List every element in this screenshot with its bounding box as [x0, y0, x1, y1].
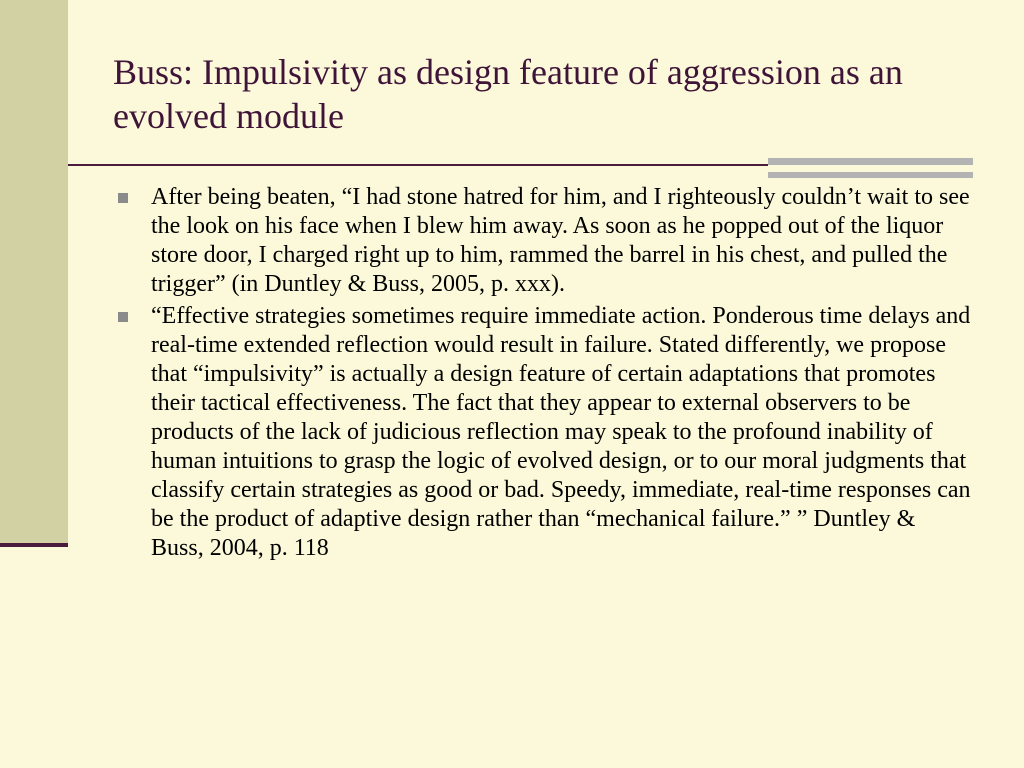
square-bullet-icon [118, 193, 128, 203]
gray-accent-bar-top [768, 158, 973, 165]
slide-title: Buss: Impulsivity as design feature of aggression as an evolved module [113, 52, 903, 136]
bullet-item [113, 183, 973, 299]
gray-accent-bar-bottom [768, 172, 973, 178]
square-bullet-icon [118, 312, 128, 322]
bullet-list [113, 183, 973, 566]
left-decorative-band [0, 0, 68, 545]
bullet-item [113, 302, 973, 563]
bullet-text: After being beaten, “I had stone hatred for him, and I righteously couldn’t wait to see the look on his face when I blew him away. As soon as he popped out of the liquor store door, I charged right up to him, rammed the barrel in his chest, and pulled the trigger” (in Duntley & Buss, 2005, p. xxx). [151, 184, 970, 297]
title-divider-rule [68, 164, 768, 166]
left-accent-rule [0, 543, 68, 547]
bullet-text: “Effective strategies sometimes require immediate action. Ponderous time delays and real-time extended reflection would result in failure. Stated differently, we propose that “impulsivity” is actually a design feature of certain adaptations that promotes their tactical effectiveness. The fact that they appear to external observers to be products of the lack of judicious reflection may speak to the profound inability of human intuitions to grasp the logic of evolved design, or to our moral judgments that classify certain strategies as good or bad. Speedy, immediate, real-time responses can be the product of adaptive design rather than “mechanical failure.” ” Duntley & Buss, 2004, p. 118 [151, 303, 971, 561]
